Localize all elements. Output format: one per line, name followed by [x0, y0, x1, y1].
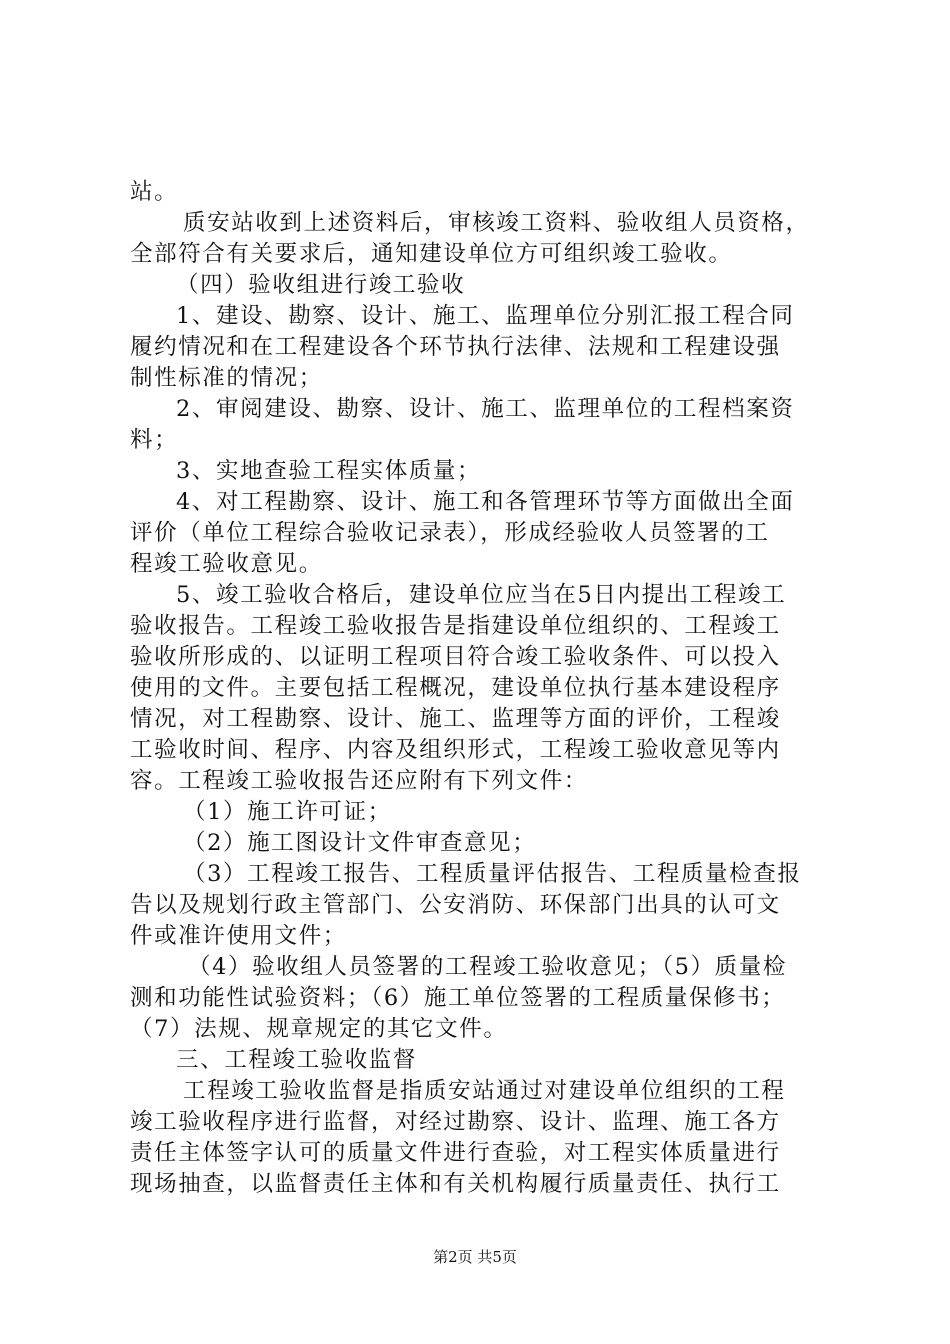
text-line: 程竣工验收意见。 [130, 551, 323, 577]
text-line: 件或准许使用文件； [130, 923, 347, 949]
section-heading: （四）验收组进行竣工验收 [176, 272, 466, 298]
text-line: 竣工验收程序进行监督，对经过勘察、设计、监理、施工各方 [130, 1109, 781, 1135]
text-line: 使用的文件。主要包括工程概况，建设单位执行基本建设程序 [130, 675, 781, 701]
text-line: （2）施工图设计文件审查意见； [183, 830, 537, 856]
text-line: 2、审阅建设、勘察、设计、施工、监理单位的工程档案资 [176, 396, 795, 422]
text-line: 履约情况和在工程建设各个环节执行法律、法规和工程建设强 [130, 334, 781, 360]
text-line: 5、竣工验收合格后，建设单位应当在5日内提出工程竣工 [176, 582, 787, 608]
text-line: 制性标准的情况； [130, 365, 323, 391]
text-line: 现场抽查，以监督责任主体和有关机构履行质量责任、执行工 [130, 1171, 781, 1197]
text-line: 告以及规划行政主管部门、公安消防、环保部门出具的认可文 [130, 892, 781, 918]
text-line: 料； [130, 427, 179, 453]
section-heading: 三、工程竣工验收监督 [176, 1047, 418, 1073]
text-line: 全部符合有关要求后，通知建设单位方可组织竣工验收。 [130, 241, 733, 267]
page-number: 第2页 共5页 [433, 1248, 517, 1266]
text-line: 4、对工程勘察、设计、施工和各管理环节等方面做出全面 [176, 489, 795, 515]
text-line: （4）验收组人员签署的工程竣工验收意见；（5）质量检 [188, 954, 787, 980]
text-line: 容。工程竣工验收报告还应附有下列文件： [130, 768, 588, 794]
text-line: 责任主体签字认可的质量文件进行查验，对工程实体质量进行 [130, 1140, 781, 1166]
text-line: 评价（单位工程综合验收记录表），形成经验收人员签署的工 [130, 520, 770, 546]
text-line: 3、实地查验工程实体质量； [176, 458, 482, 484]
text-line: 站。 [130, 179, 179, 205]
text-line: （1）施工许可证； [183, 799, 392, 825]
text-line: （7）法规、规章规定的其它文件。 [130, 1016, 508, 1042]
text-line: 工程竣工验收监督是指质安站通过对建设单位组织的工程 [183, 1078, 786, 1104]
text-line: 验收所形成的、以证明工程项目符合竣工验收条件、可以投入 [130, 644, 781, 670]
text-line: 质安站收到上述资料后，审核竣工资料、验收组人员资格， [183, 210, 810, 236]
text-line: 验收报告。工程竣工验收报告是指建设单位组织的、工程竣工 [130, 613, 781, 639]
text-line: 1、建设、勘察、设计、施工、监理单位分别汇报工程合同 [176, 303, 795, 329]
text-line: （3）工程竣工报告、工程质量评估报告、工程质量检查报 [183, 861, 802, 887]
text-line: 情况，对工程勘察、设计、施工、监理等方面的评价，工程竣 [130, 706, 781, 732]
text-line: 测和功能性试验资料；（6）施工单位签署的工程质量保修书； [130, 985, 786, 1011]
text-line: 工验收时间、程序、内容及组织形式，工程竣工验收意见等内 [130, 737, 781, 763]
